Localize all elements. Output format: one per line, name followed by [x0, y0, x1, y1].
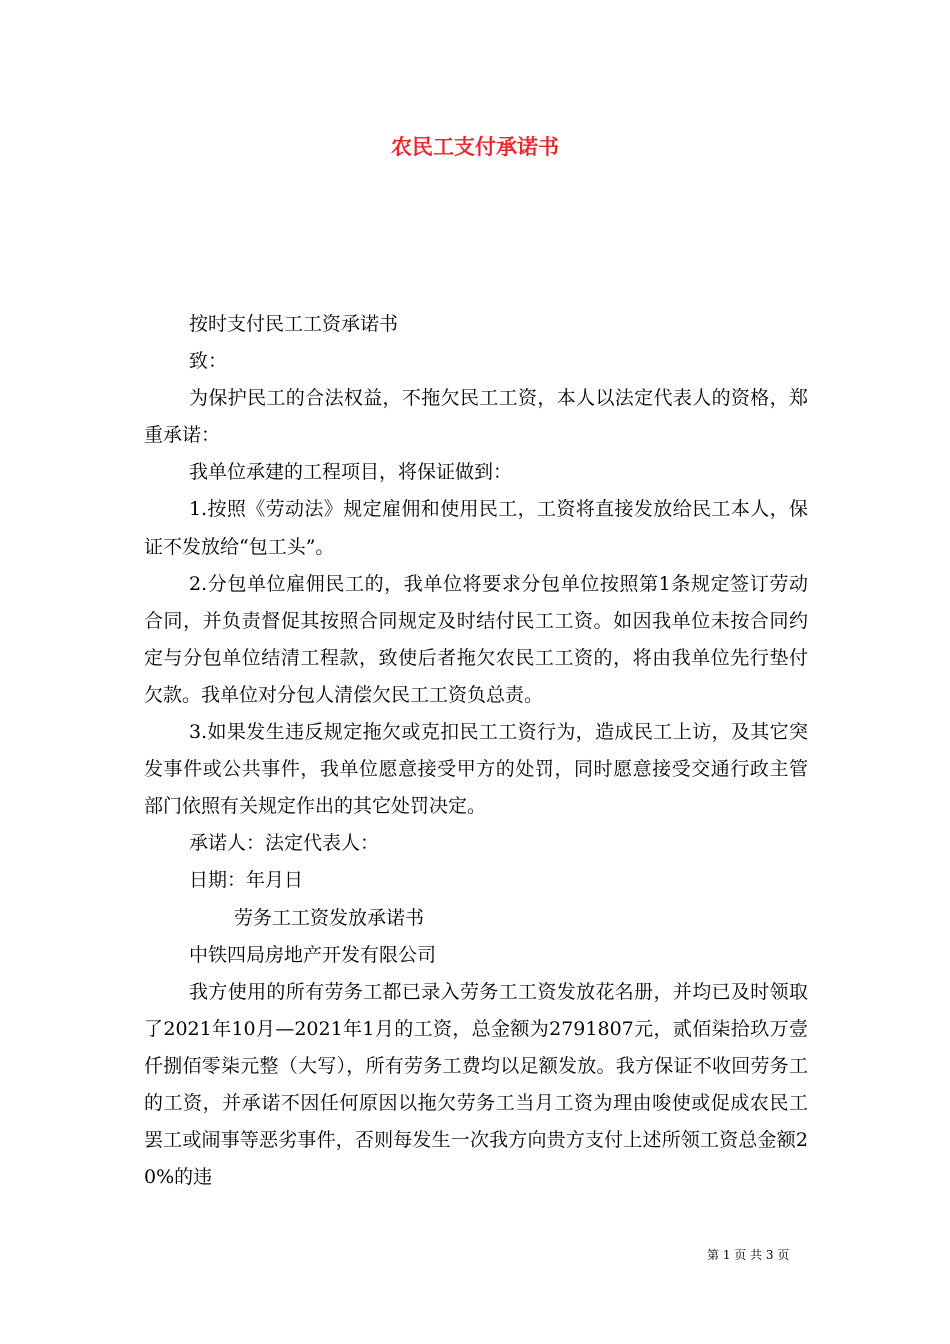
- paragraph-heading-2: 劳务工工资发放承诺书: [234, 906, 425, 929]
- paragraph-heading-1: 按时支付民工工资承诺书: [189, 313, 399, 335]
- paragraph-item-2: 2.分包单位雇佣民工的，我单位将要求分包单位按照第1条规定签订劳动合同，并负责督促其按照合同规定及时结付民工工资。如因我单位未按合同约定与分包单位结清工程款，致使后者拖欠农民工工资的，将由我单位先行垫付欠款。我单位对分包人清偿欠民工工资负总责。: [144, 572, 808, 706]
- paragraph-item-1: 1.按照《劳动法》规定雇佣和使用民工，工资将直接发放给民工本人，保证不发放给“包工头”。: [144, 498, 808, 558]
- document-title: 农民工支付承诺书: [391, 134, 559, 159]
- paragraph-pledge-lead: 我单位承建的工程项目，将保证做到：: [189, 461, 513, 484]
- page-number: 第 1 页 共 3 页: [707, 1248, 790, 1262]
- paragraph-item-3: 3.如果发生违反规定拖欠或克扣民工工资行为，造成民工上访，及其它突发事件或公共事件，我单位愿意接受甲方的处罚，同时愿意接受交通行政主管部门依照有关规定作出的其它处罚决定。: [144, 721, 808, 818]
- paragraph-date: 日期：年月日: [189, 869, 304, 892]
- document-body: [144, 306, 808, 1196]
- paragraph-addressee: 致：: [189, 350, 228, 373]
- paragraph-wage-statement: 我方使用的所有劳务工都已录入劳务工工资发放花名册，并均已及时领取了2021年10月—2021年1月的工资，总金额为2791807元，贰佰柒拾玖万壹仟捌佰零柒元整（大写），所有劳务工费均以足额发放。我方保证不收回劳务工的工资，并承诺不因任何原因以拖欠劳务工当月工资为理由唆使或促成农民工罢工或闹事等恶劣事件，否则每发生一次我方向贵方支付上述所领工资总金额20%的违: [144, 980, 808, 1189]
- paragraph-signatory: 承诺人：法定代表人：: [189, 832, 380, 855]
- paragraph-company: 中铁四局房地产开发有限公司: [189, 943, 437, 966]
- paragraph-intro: 为保护民工的合法权益，不拖欠民工工资，本人以法定代表人的资格，郑重承诺：: [144, 387, 808, 447]
